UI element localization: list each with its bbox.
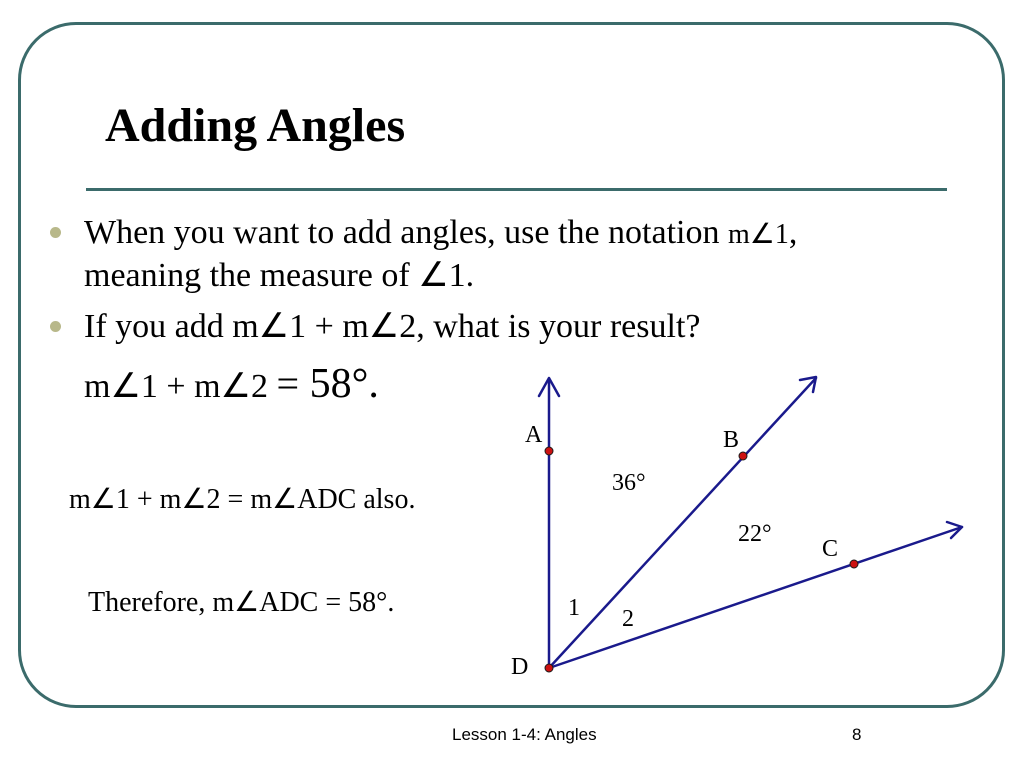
point-label-d: D (511, 654, 529, 680)
note-also: m∠1 + m∠2 = m∠ADC also. (69, 484, 416, 515)
footer-page-number: 8 (852, 725, 862, 744)
ray-dc (549, 527, 962, 668)
point-label-c: C (822, 536, 839, 562)
notation-example: m∠1 (727, 219, 789, 250)
point-label-a: A (525, 422, 543, 448)
bullet-text: If you add m∠1 + m∠2, what is your result? (84, 308, 701, 345)
bullet-text: When you want to add angles, use the notation m∠1, meaning the measure of ∠1. (84, 214, 798, 294)
slide-title: Adding Angles (105, 99, 406, 152)
point-a-dot (545, 447, 553, 455)
note-therefore: Therefore, m∠ADC = 58°. (88, 587, 395, 618)
ray-db (549, 378, 816, 668)
angle-2-measure: 22° (738, 521, 772, 547)
point-d-dot (545, 664, 553, 672)
point-label-b: B (723, 427, 740, 453)
angle-1-measure: 36° (612, 470, 646, 496)
footer-lesson: Lesson 1-4: Angles (452, 725, 597, 744)
angle-label-2: 2 (622, 606, 634, 632)
point-c-dot (850, 560, 858, 568)
point-b-dot (739, 452, 747, 460)
result-equation: m∠1 + m∠2 = 58°. (84, 361, 379, 407)
angle-label-1: 1 (568, 595, 580, 621)
